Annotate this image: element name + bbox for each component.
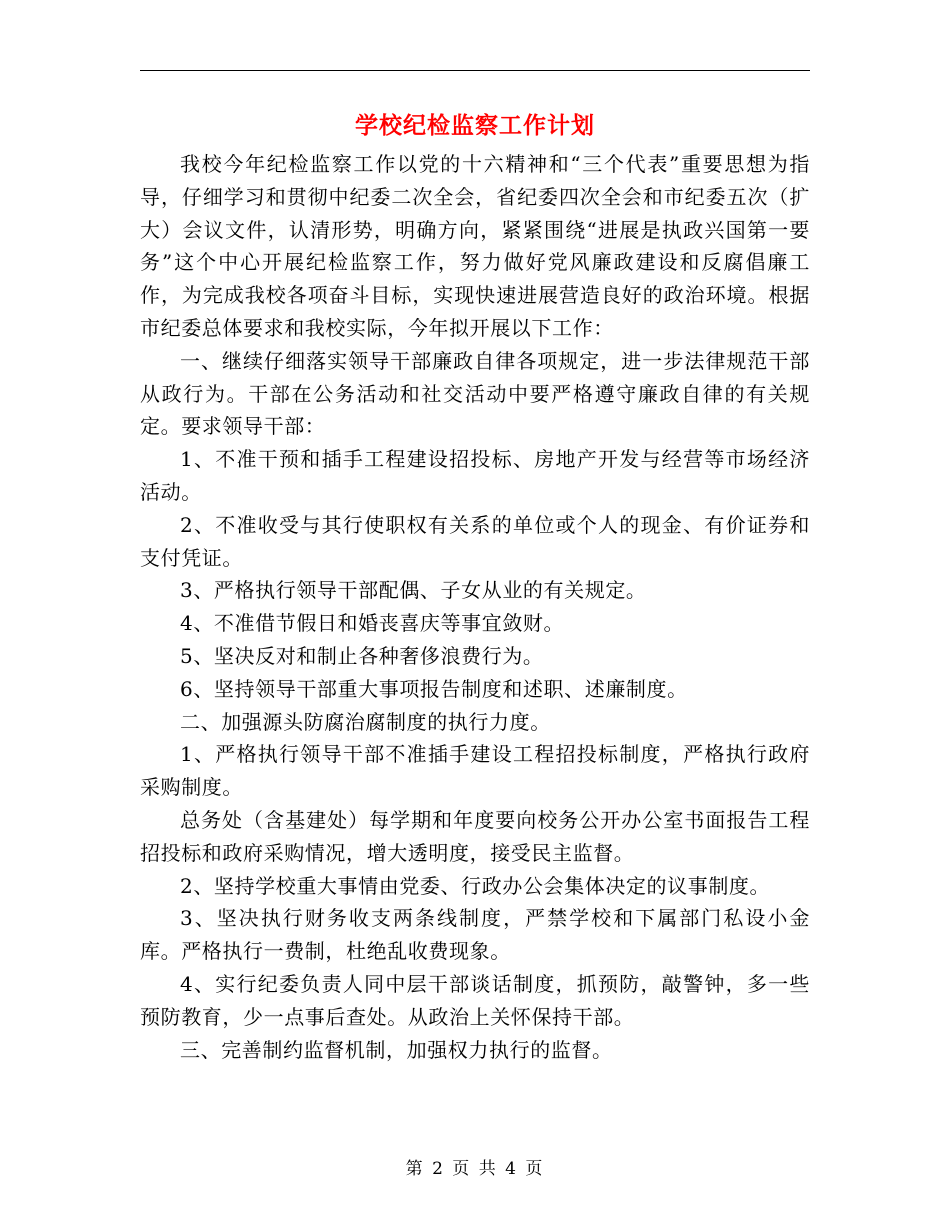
- paragraph: 2、坚持学校重大事情由党委、行政办公会集体决定的议事制度。: [180, 873, 771, 898]
- paragraph: 二、加强源头防腐治腐制度的执行力度。: [180, 709, 551, 734]
- document-body: [140, 148, 810, 1066]
- paragraph: 三、完善制约监督机制，加强权力执行的监督。: [180, 1037, 613, 1062]
- paragraph: 总务处（含基建处）每学期和年度要向校务公开办公室书面报告工程招投标和政府采购情况，增大透明度，接受民主监督。: [140, 807, 810, 865]
- paragraph: 我校今年纪检监察工作以党的十六精神和“三个代表”重要思想为指导，仔细学习和贯彻中纪委二次全会，省纪委四次全会和市纪委五次（扩大）会议文件，认清形势，明确方向，紧紧围绕“进展是执政兴国第一要务”这个中心开展纪检监察工作，努力做好党风廉政建设和反腐倡廉工作，为完成我校各项奋斗目标，实现快速进展营造良好的政治环境。根据市纪委总体要求和我校实际，今年拟开展以下工作：: [140, 152, 810, 340]
- paragraph: 5、坚决反对和制止各种奢侈浪费行为。: [180, 643, 544, 668]
- document-title: 学校纪检监察工作计划: [355, 112, 595, 139]
- paragraph: 1、严格执行领导干部不准插手建设工程招投标制度，严格执行政府采购制度。: [140, 742, 810, 800]
- paragraph: 4、不准借节假日和婚丧喜庆等事宜敛财。: [180, 611, 565, 636]
- page-number-footer: 第 2 页 共 4 页: [405, 1159, 545, 1179]
- paragraph: 6、坚持领导干部重大事项报告制度和述职、述廉制度。: [180, 676, 688, 701]
- paragraph: 一、继续仔细落实领导干部廉政自律各项规定，进一步法律规范干部从政行为。干部在公务活动和社交活动中要严格遵守廉政自律的有关规定。要求领导干部：: [140, 348, 810, 439]
- paragraph: 2、不准收受与其行使职权有关系的单位或个人的现金、有价证券和支付凭证。: [140, 512, 810, 570]
- paragraph: 4、实行纪委负责人同中层干部谈话制度，抓预防，敲警钟，多一些预防教育，少一点事后查处。从政治上关怀保持干部。: [140, 971, 810, 1029]
- paragraph: 3、严格执行领导干部配偶、子女从业的有关规定。: [180, 578, 647, 603]
- header-rule: [140, 70, 810, 71]
- paragraph: 3、坚决执行财务收支两条线制度，严禁学校和下属部门私设小金库。严格执行一费制，杜绝乱收费现象。: [140, 906, 810, 964]
- paragraph: 1、不准干预和插手工程建设招投标、房地产开发与经营等市场经济活动。: [140, 447, 810, 504]
